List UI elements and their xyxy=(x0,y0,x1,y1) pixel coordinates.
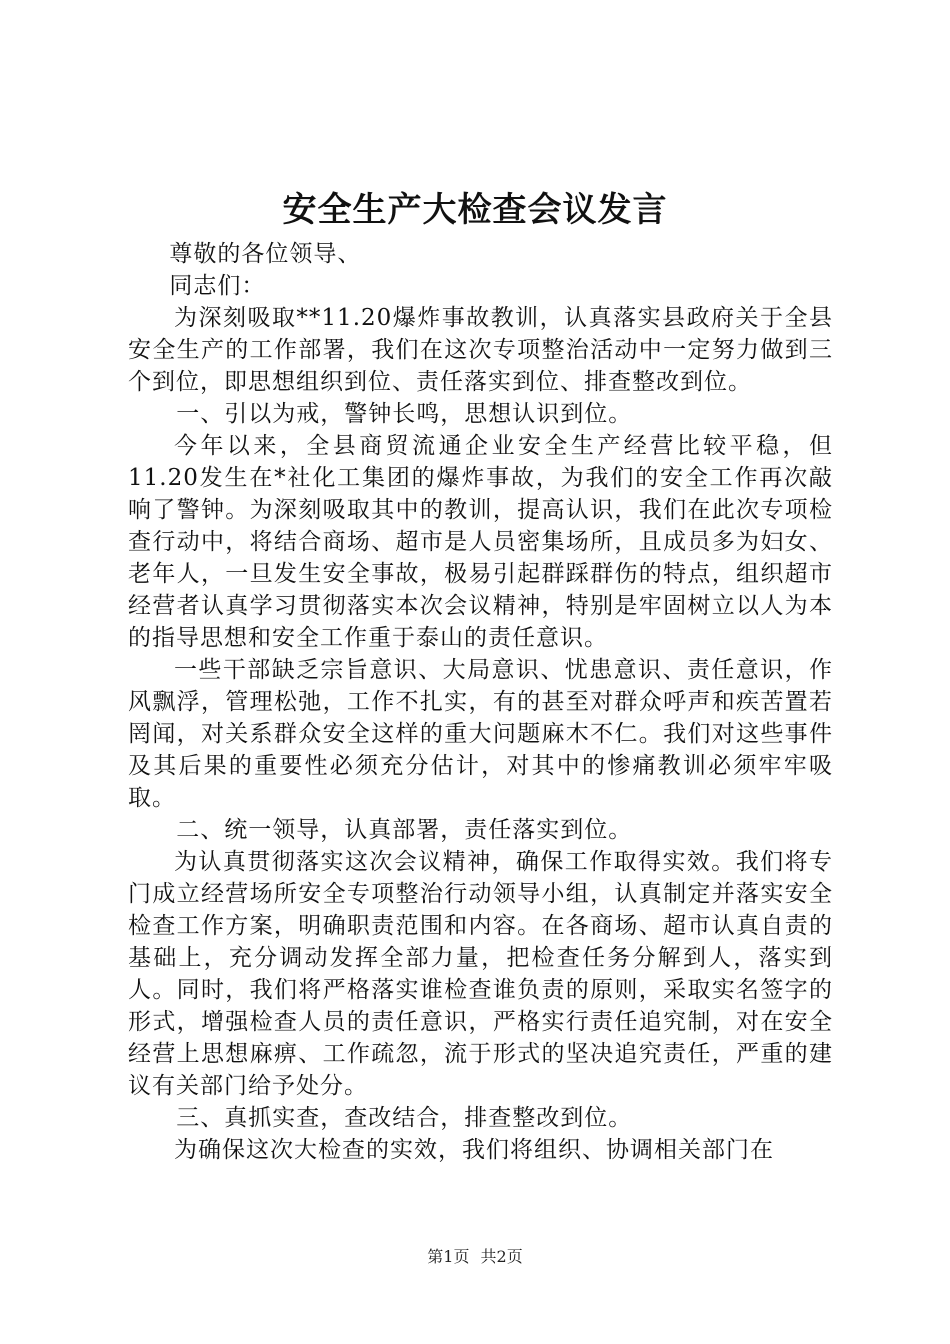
section-heading-3: 三、真抓实查，查改结合，排查整改到位。 xyxy=(176,1105,633,1131)
salutation-line-2: 同志们： xyxy=(169,273,266,299)
salutation-line-1: 尊敬的各位领导、 xyxy=(169,241,362,267)
document-body xyxy=(128,238,833,1166)
section-1-paragraph-1: 今年以来，全县商贸流通企业安全生产经营比较平稳，但11.20发生在*社化工集团的爆炸事故，为我们的安全工作再次敲响了警钟。为深刻吸取其中的教训，提高认识，我们在此次专项检查行动中，将结合商场、超市是人员密集场所，且成员多为妇女、老年人，一旦发生安全事故，极易引起群踩群伤的特点，组织超市经营者认真学习贯彻落实本次会议精神，特别是牢固树立以人为本的指导思想和安全工作重于泰山的责任意识。 xyxy=(128,433,833,651)
document-title: 安全生产大检查会议发言 xyxy=(282,190,668,230)
section-heading-1: 一、引以为戒，警钟长鸣，思想认识到位。 xyxy=(176,401,633,427)
section-1-paragraph-2: 一些干部缺乏宗旨意识、大局意识、忧患意识、责任意识，作风飘浮，管理松弛，工作不扎实，有的甚至对群众呼声和疾苦置若罔闻，对关系群众安全这样的重大问题麻木不仁。我们对这些事件及其后果的重要性必须充分估计，对其中的惨痛教训必须牢牢吸取。 xyxy=(128,657,833,811)
intro-paragraph: 为深刻吸取**11.20爆炸事故教训，认真落实县政府关于全县安全生产的工作部署，我们在这次专项整治活动中一定努力做到三个到位，即思想组织到位、责任落实到位、排查整改到位。 xyxy=(128,305,833,395)
section-2-paragraph: 为认真贯彻落实这次会议精神，确保工作取得实效。我们将专门成立经营场所安全专项整治行动领导小组，认真制定并落实安全检查工作方案，明确职责范围和内容。在各商场、超市认真自责的基础上，充分调动发挥全部力量，把检查任务分解到人，落实到人。同时，我们将严格落实谁检查谁负责的原则，采取实名签字的形式，增强检查人员的责任意识，严格实行责任追究制，对在安全经营上思想麻痹、工作疏忽，流于形式的坚决追究责任，严重的建议有关部门给予处分。 xyxy=(128,849,833,1099)
section-heading-2: 二、统一领导，认真部署，责任落实到位。 xyxy=(176,817,633,843)
section-3-paragraph: 为确保这次大检查的实效，我们将组织、协调相关部门在 xyxy=(174,1137,774,1163)
page-total: 共2页 xyxy=(480,1247,523,1266)
page-footer xyxy=(0,1244,950,1267)
page-number: 第1页 xyxy=(427,1247,470,1266)
